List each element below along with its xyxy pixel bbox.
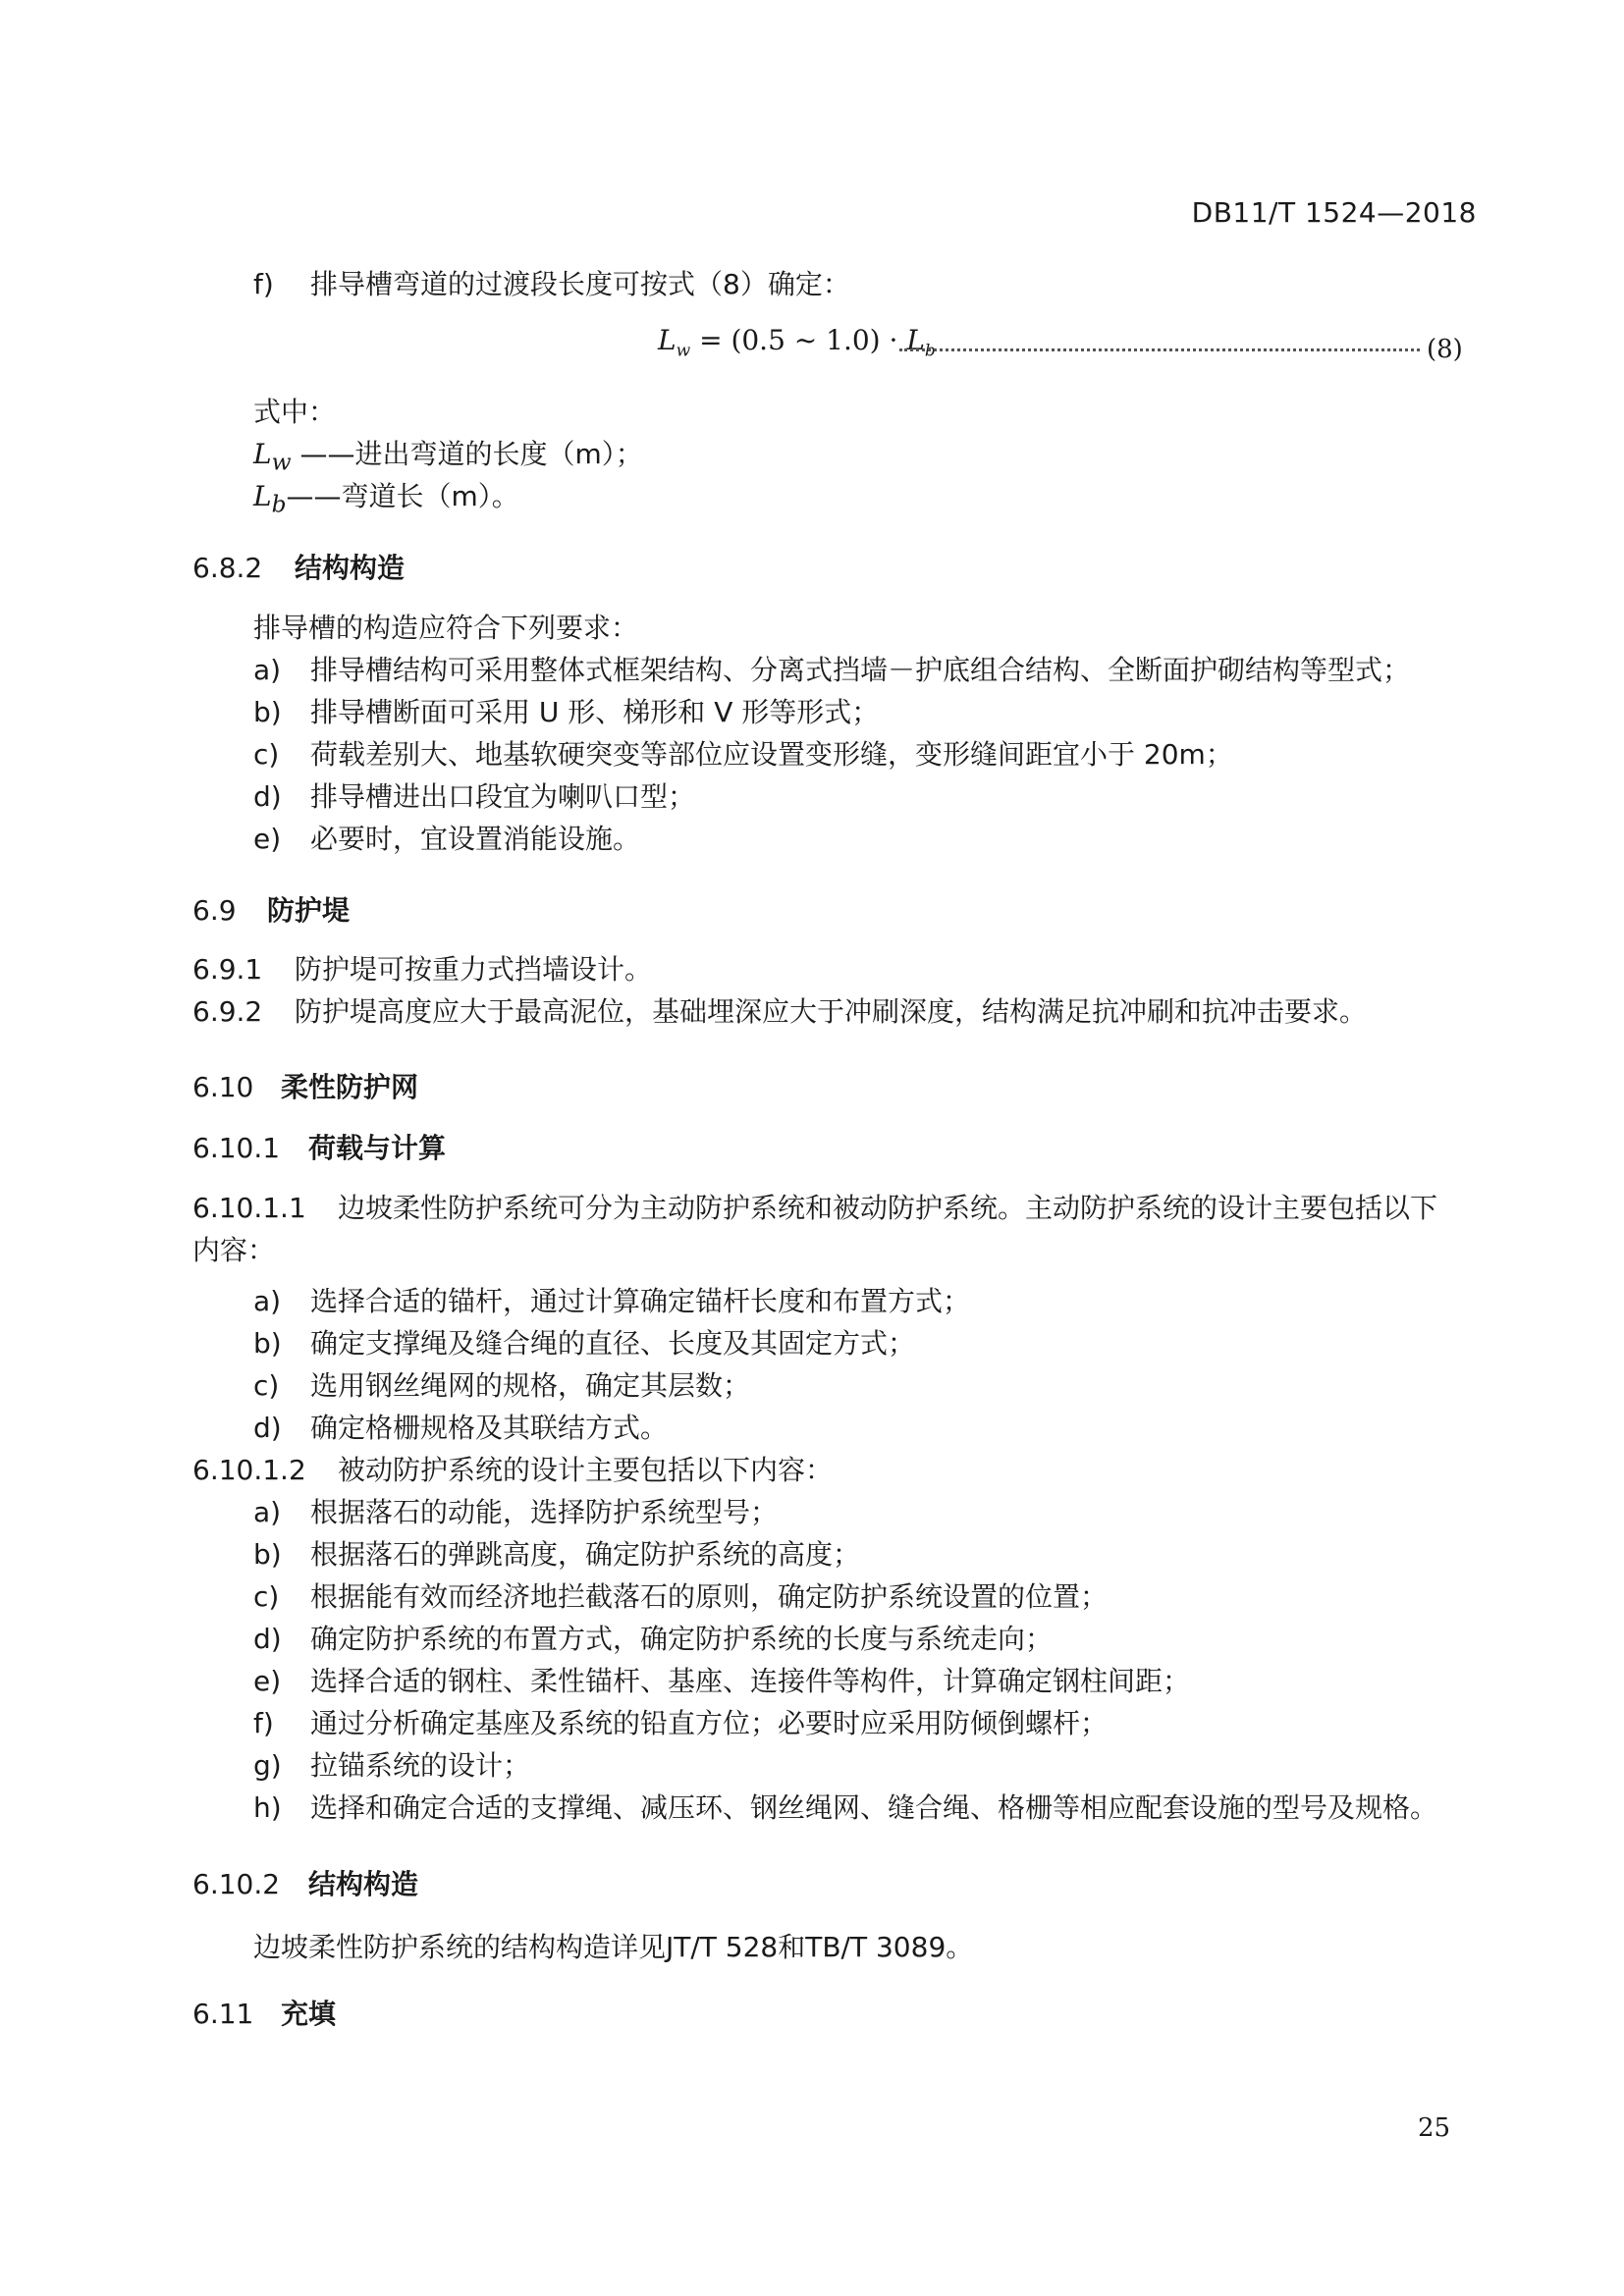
item-label: b) bbox=[253, 696, 282, 728]
where-text: ——进出弯道的长度（m）； bbox=[299, 438, 643, 470]
item-label: e) bbox=[253, 823, 282, 855]
item-text: 根据能有效而经济地拦截落石的原则，确定防护系统设置的位置； bbox=[310, 1580, 1109, 1613]
heading-6-10-1 bbox=[192, 1127, 446, 1166]
where-symbol: L bbox=[253, 480, 272, 512]
item-label: h) bbox=[253, 1791, 282, 1824]
clause-6-10-1-1 bbox=[192, 1189, 1437, 1228]
item-label: c) bbox=[253, 1369, 280, 1402]
clause-number: 6.10.1.1 bbox=[192, 1192, 306, 1224]
list-item bbox=[253, 1282, 970, 1321]
item-text: 通过分析确定基座及系统的铅直方位；必要时应采用防倾倒螺杆； bbox=[310, 1707, 1109, 1739]
clause-number: 6.10.1.2 bbox=[192, 1454, 306, 1486]
list-item bbox=[253, 1409, 668, 1448]
formula-operator: = bbox=[699, 324, 723, 356]
list-item bbox=[253, 820, 640, 859]
item-text: 排导槽结构可采用整体式框架结构、分离式挡墙－护底组合结构、全断面护砌结构等型式； bbox=[310, 654, 1411, 686]
item-text: 必要时，宜设置消能设施。 bbox=[310, 823, 641, 855]
list-item bbox=[253, 1704, 1108, 1743]
heading-title: 结构构造 bbox=[295, 552, 406, 584]
standard-code-header: DB11/T 1524—2018 bbox=[1191, 196, 1477, 229]
list-item bbox=[253, 1366, 750, 1406]
item-label: a) bbox=[253, 1285, 282, 1317]
where-subscript: w bbox=[271, 448, 292, 476]
heading-number: 6.9 bbox=[192, 894, 237, 927]
item-label: d) bbox=[253, 1623, 282, 1655]
list-item bbox=[253, 1577, 1108, 1617]
clause-6-10-1-2 bbox=[192, 1451, 833, 1490]
heading-title: 防护堤 bbox=[267, 894, 351, 927]
item-label: e) bbox=[253, 1665, 282, 1697]
heading-6-11 bbox=[192, 1993, 336, 2032]
heading-6-8-2 bbox=[192, 547, 405, 586]
page-number: 25 bbox=[1418, 2113, 1451, 2143]
intro-item-f bbox=[253, 265, 850, 304]
list-item bbox=[253, 1746, 530, 1786]
where-item-lw bbox=[253, 435, 643, 482]
formula-leader-dots bbox=[899, 348, 1420, 351]
formula-number: (8) bbox=[1427, 335, 1463, 364]
item-text: 确定格栅规格及其联结方式。 bbox=[310, 1412, 669, 1444]
item-text: 排导槽进出口段宜为喇叭口型； bbox=[310, 780, 696, 813]
formula-lhs-symbol: L bbox=[658, 324, 677, 356]
heading-6-9 bbox=[192, 889, 350, 929]
where-subscript: b bbox=[271, 490, 287, 518]
list-item bbox=[253, 1662, 1190, 1701]
heading-number: 6.8.2 bbox=[192, 552, 263, 584]
clause-text: 防护堤可按重力式挡墙设计。 bbox=[295, 953, 653, 986]
heading-title: 荷载与计算 bbox=[308, 1132, 447, 1164]
item-text: 排导槽断面可采用 U 形、梯形和 V 形等形式； bbox=[310, 696, 880, 728]
item-label: b) bbox=[253, 1327, 282, 1360]
formula-dot: · bbox=[889, 324, 898, 356]
clause-continuation: 内容： bbox=[192, 1234, 276, 1266]
list-item bbox=[253, 651, 1410, 690]
formula-rhs-subscript: b bbox=[924, 341, 936, 361]
list-item bbox=[253, 777, 695, 817]
heading-number: 6.10.2 bbox=[192, 1868, 281, 1900]
item-label: c) bbox=[253, 1580, 280, 1613]
list-item bbox=[253, 1789, 1437, 1828]
heading-6-10-2 bbox=[192, 1863, 418, 1902]
item-text: 选择合适的锚杆，通过计算确定锚杆长度和布置方式； bbox=[310, 1285, 971, 1317]
heading-number: 6.10 bbox=[192, 1071, 254, 1103]
formula-factor: (0.5 ~ 1.0) bbox=[731, 324, 881, 356]
where-symbol: L bbox=[253, 438, 272, 470]
clause-text: 边坡柔性防护系统可分为主动防护系统和被动防护系统。主动防护系统的设计主要包括以下 bbox=[338, 1192, 1438, 1224]
item-text: 根据落石的动能，选择防护系统型号； bbox=[310, 1496, 779, 1528]
clause-text: 防护堤高度应大于最高泥位，基础埋深应大于冲刷深度，结构满足抗冲刷和抗冲击要求。 bbox=[295, 995, 1368, 1028]
item-label: b) bbox=[253, 1538, 282, 1571]
where-text: ——弯道长（m）。 bbox=[286, 480, 519, 512]
clause-number: 6.9.1 bbox=[192, 953, 263, 986]
list-item bbox=[253, 735, 1233, 774]
heading-6-10 bbox=[192, 1066, 418, 1105]
item-text: 拉锚系统的设计； bbox=[310, 1749, 531, 1782]
heading-title: 结构构造 bbox=[308, 1868, 419, 1900]
item-text: 选择和确定合适的支撑绳、减压环、钢丝绳网、缝合绳、格栅等相应配套设施的型号及规格。 bbox=[310, 1791, 1438, 1824]
formula-lhs-subscript: w bbox=[676, 341, 691, 361]
where-item-lb bbox=[253, 477, 519, 524]
item-text: 选用钢丝绳网的规格，确定其层数； bbox=[310, 1369, 751, 1402]
heading-number: 6.11 bbox=[192, 1998, 254, 2030]
list-item bbox=[253, 1620, 1053, 1659]
item-text: 选择合适的钢柱、柔性锚杆、基座、连接件等构件，计算确定钢柱间距； bbox=[310, 1665, 1191, 1697]
item-label: f) bbox=[253, 1707, 274, 1739]
item-label: a) bbox=[253, 1496, 282, 1528]
list-item bbox=[253, 1493, 778, 1532]
item-label: g) bbox=[253, 1749, 282, 1782]
item-label: a) bbox=[253, 654, 282, 686]
item-text: 确定防护系统的布置方式，确定防护系统的长度与系统走向； bbox=[310, 1623, 1054, 1655]
item-text: 荷载差别大、地基软硬突变等部位应设置变形缝，变形缝间距宜小于 20m； bbox=[310, 738, 1233, 771]
heading-number: 6.10.1 bbox=[192, 1132, 281, 1164]
clause-6-9-1 bbox=[192, 950, 652, 989]
clause-text: 被动防护系统的设计主要包括以下内容： bbox=[338, 1454, 834, 1486]
heading-title: 充填 bbox=[281, 1998, 337, 2030]
item-text: 根据落石的弹跳高度，确定防护系统的高度； bbox=[310, 1538, 861, 1571]
item-text: 排导槽弯道的过渡段长度可按式（8）确定： bbox=[310, 268, 850, 300]
formula-8 bbox=[658, 324, 936, 361]
list-item bbox=[253, 1324, 915, 1363]
list-item bbox=[253, 1535, 860, 1575]
where-label: 式中： bbox=[253, 396, 337, 428]
formula-rhs-symbol: L bbox=[906, 324, 925, 356]
item-label: c) bbox=[253, 738, 280, 771]
item-label: d) bbox=[253, 780, 282, 813]
item-label: d) bbox=[253, 1412, 282, 1444]
item-label: f) bbox=[253, 268, 274, 300]
item-text: 确定支撑绳及缝合绳的直径、长度及其固定方式； bbox=[310, 1327, 916, 1360]
clause-6-9-2 bbox=[192, 992, 1367, 1032]
list-item bbox=[253, 693, 879, 732]
section-lead: 排导槽的构造应符合下列要求： bbox=[253, 612, 639, 644]
clause-number: 6.9.2 bbox=[192, 995, 263, 1028]
heading-title: 柔性防护网 bbox=[281, 1071, 419, 1103]
section-text: 边坡柔性防护系统的结构构造详见JT/T 528和TB/T 3089。 bbox=[253, 1931, 974, 1963]
